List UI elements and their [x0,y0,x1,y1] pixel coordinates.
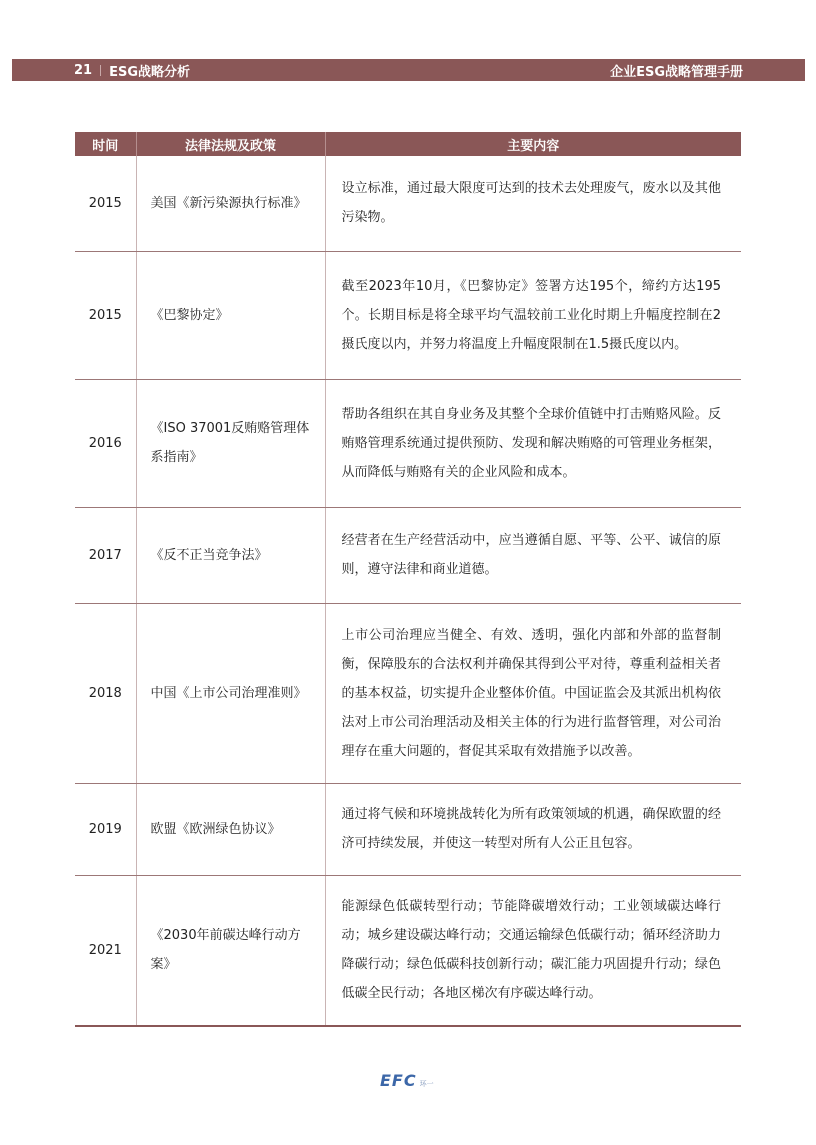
page-header-bar [12,59,805,81]
table-row [75,875,741,1026]
header-separator [100,65,101,76]
table-row [75,603,741,783]
row-year: 2017 [75,507,136,603]
column-header-content: 主要内容 [325,132,741,156]
row-year: 2015 [75,156,136,251]
row-year: 2018 [75,603,136,783]
row-year: 2021 [75,875,136,1026]
row-law: 中国《上市公司治理准则》 [136,603,325,783]
table-row [75,783,741,875]
table-row [75,379,741,507]
row-content: 上市公司治理应当健全、有效、透明，强化内部和外部的监督制衡，保障股东的合法权利并确保其得到公平对待，尊重利益相关者的基本权益，切实提升企业整体价值。中国证监会及其派出机构依法对上市公司治理活动及相关主体的行为进行监督管理，对公司治理存在重大问题的，督促其采取有效措施予以改善。 [325,603,741,783]
row-content: 经营者在生产经营活动中，应当遵循自愿、平等、公平、诚信的原则，遵守法律和商业道德。 [325,507,741,603]
table-row [75,251,741,379]
row-content: 能源绿色低碳转型行动；节能降碳增效行动；工业领域碳达峰行动；城乡建设碳达峰行动；交通运输绿色低碳行动；循环经济助力降碳行动；绿色低碳科技创新行动；碳汇能力巩固提升行动；绿色低碳全民行动；各地区梯次有序碳达峰行动。 [325,875,741,1026]
book-title: 企业ESG战略管理手册 [610,64,743,80]
row-content: 帮助各组织在其自身业务及其整个全球价值链中打击贿赂风险。反贿赂管理系统通过提供预防、发现和解决贿赂的可管理业务框架，从而降低与贿赂有关的企业风险和成本。 [325,379,741,507]
row-content: 截至2023年10月，《巴黎协定》签署方达195个，缔约方达195个。长期目标是将全球平均气温较前工业化时期上升幅度控制在2摄氏度以内，并努力将温度上升幅度限制在1.5摄氏度以内。 [325,251,741,379]
policy-table [75,132,741,1027]
row-content: 设立标准，通过最大限度可达到的技术去处理废气，废水以及其他污染物。 [325,156,741,251]
row-law: 《2030年前碳达峰行动方案》 [136,875,325,1026]
page-number: 21 [74,62,93,78]
efc-logo-subtitle: 环一 [419,1080,434,1088]
efc-logo-mark: EFC [380,1071,417,1090]
row-year: 2019 [75,783,136,875]
table-row [75,156,741,251]
row-law: 欧盟《欧洲绿色协议》 [136,783,325,875]
row-law: 《反不正当竞争法》 [136,507,325,603]
footer-logo [380,1071,434,1090]
header-left [74,61,190,80]
row-content: 通过将气候和环境挑战转化为所有政策领域的机遇，确保欧盟的经济可持续发展，并使这一转型对所有人公正且包容。 [325,783,741,875]
row-law: 《ISO 37001反贿赂管理体系指南》 [136,379,325,507]
table-header-row [75,132,741,156]
row-year: 2016 [75,379,136,507]
row-law: 《巴黎协定》 [136,251,325,379]
row-law: 美国《新污染源执行标准》 [136,156,325,251]
column-header-law: 法律法规及政策 [136,132,325,156]
table-row [75,507,741,603]
row-year: 2015 [75,251,136,379]
column-header-time: 时间 [75,132,136,156]
section-title: ESG战略分析 [109,64,191,80]
